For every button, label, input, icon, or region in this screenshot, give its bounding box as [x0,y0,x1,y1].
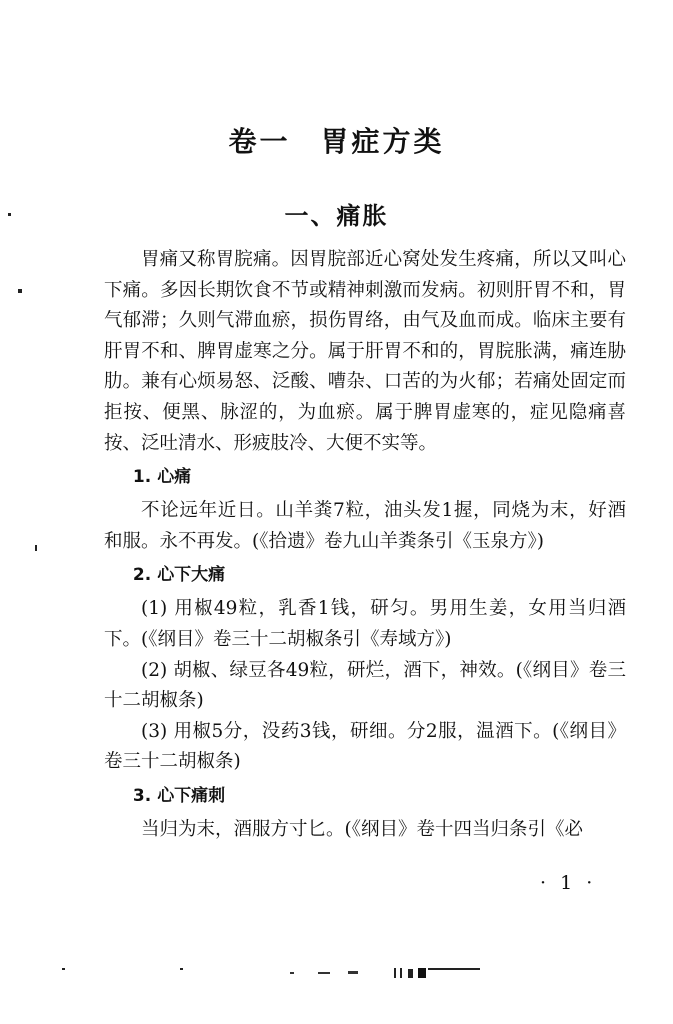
entry-title: 心下大痛 [157,565,226,586]
intro-paragraph: 胃痛又称胃脘痛。因胃脘部近心窝处发生疼痛，所以又叫心下痛。多因长期饮食不节或精神刺激而发病。初则肝胃不和，胃气郁滞；久则气滞血瘀，损伤胃络，由气及血而成。临床主要有肝胃不和、脾胃虚寒之分。属于肝胃不和的，胃脘胀满，痛连胁肋。兼有心烦易怒、泛酸、嘈杂、口苦的为火郁；若痛处固定而拒按、便黑、脉涩的，为血瘀。属于脾胃虚寒的，症见隐痛喜按、泛吐清水、形疲肢冷、大便不实等。 [104,249,626,454]
entry-number: 2. [132,565,152,586]
entry-heading [104,459,626,496]
chapter-name: 胃症方类 [320,125,445,158]
chapter-number: 卷一 [228,125,291,158]
scan-speck [62,968,65,970]
entry-heading [104,557,626,594]
entry-heading [104,778,626,815]
section-title: 一、痛胀 [284,202,389,230]
entry-number: 1. [132,467,152,488]
entry-paragraph: 不论远年近日。山羊粪7粒，油头发1握，同烧为末，好酒和服。永不再发。(《拾遗》卷九山羊粪条引《玉泉方》) [104,500,626,552]
entry-paragraph: 当归为末，酒服方寸匕。(《纲目》卷十四当归条引《必 [141,818,583,840]
scan-speck [8,213,11,216]
scan-speck [18,289,22,293]
page-number: · 1 · [540,872,597,894]
entry-paragraph: (3) 用椒5分，没药3钱，研细。分2服，温酒下。(《纲目》卷三十二胡椒条) [104,720,626,773]
scan-speck [180,968,183,970]
entry-paragraph: (1) 用椒49粒，乳香1钱，研匀。男用生姜，女用当归酒下。(《纲目》卷三十二胡椒条引《寿域方》) [104,598,626,650]
entry-title: 心下痛刺 [157,785,226,806]
scan-footer-strip [290,967,490,979]
scan-speck [35,545,37,551]
entry-title: 心痛 [157,467,192,488]
body-text [104,245,626,846]
chapter-title [0,120,673,160]
entry-paragraph: (2) 胡椒、绿豆各49粒，研烂，酒下，神效。(《纲目》卷三十二胡椒条) [104,659,626,712]
entry-number: 3. [132,785,152,806]
